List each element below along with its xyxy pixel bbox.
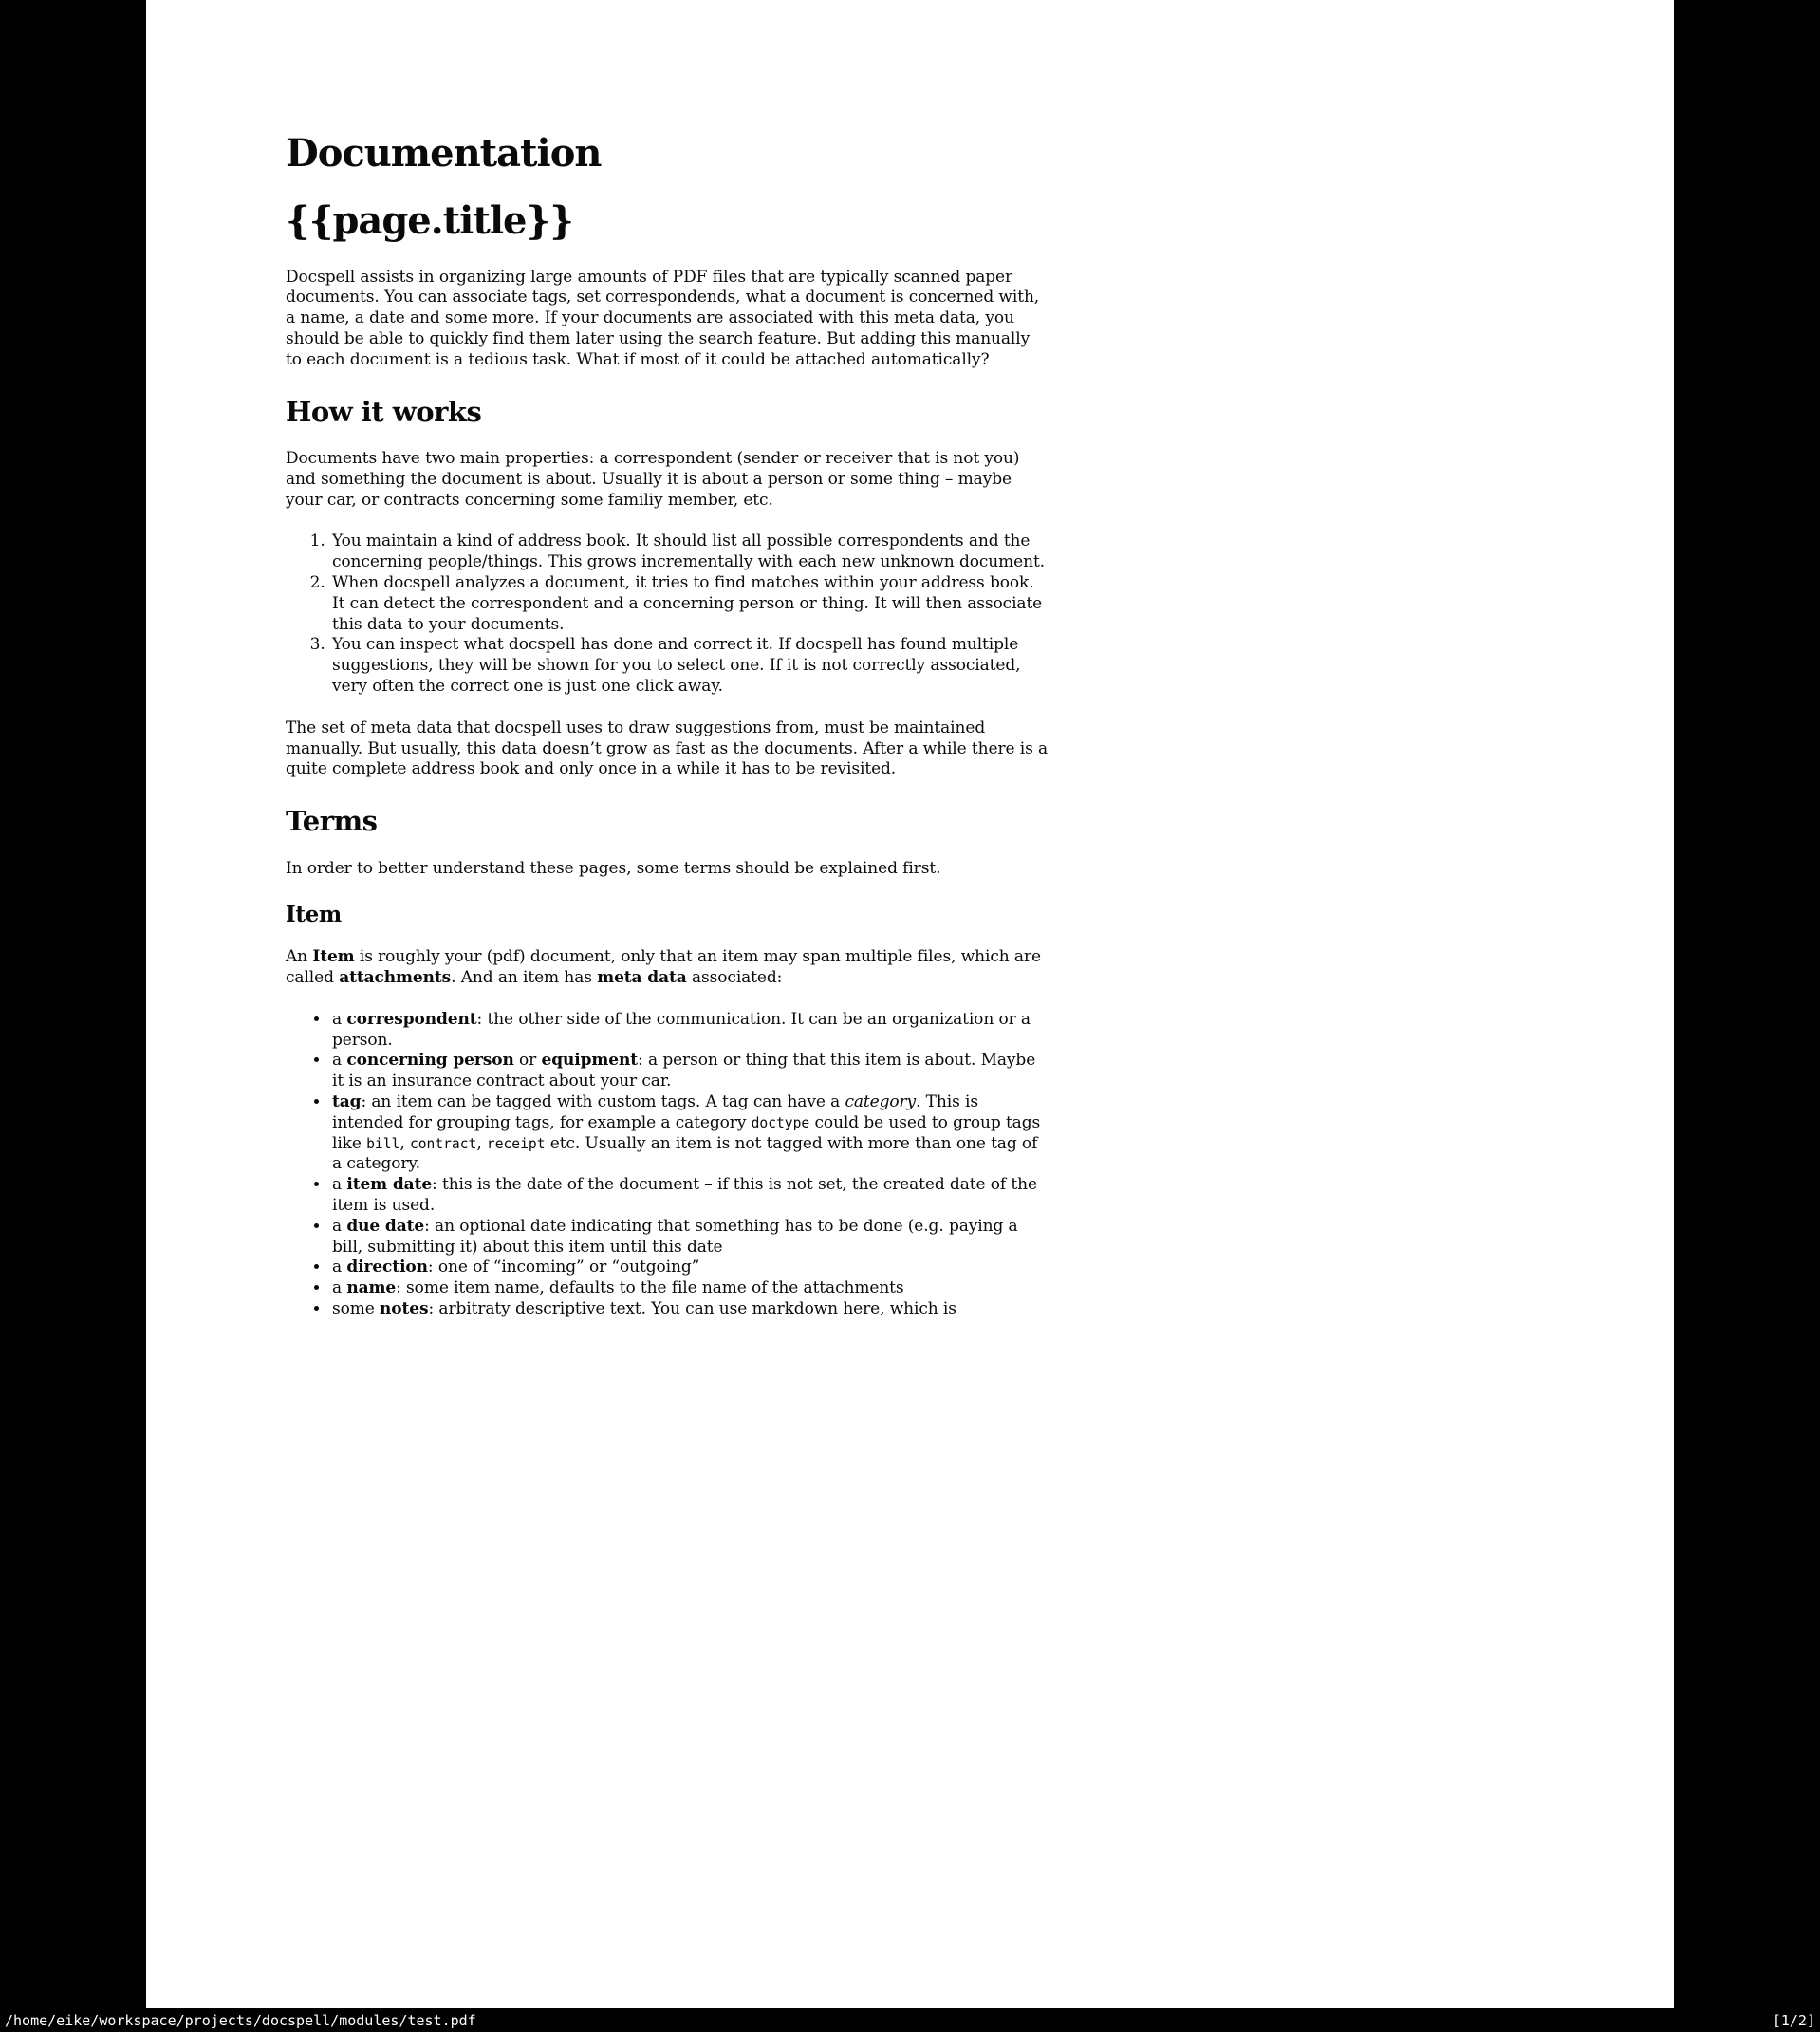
text-run: : arbitraty descriptive text. You can use markdown here, which is [428,1298,956,1318]
text-run: Item [312,947,355,967]
text-run: : an optional date indicating that something has to be done (e.g. paying a bill, submitting it) about this item until this date [332,1216,1018,1257]
list-item [330,635,1049,697]
text-run: : the other side of the communication. It can be an organization or a person. [332,1009,1031,1050]
list-item [330,1175,1049,1217]
list-item [330,1051,1049,1092]
text-run: is roughly your (pdf) document, only that an item may span multiple files, which are called [286,947,1041,988]
text-run: item date [346,1175,433,1195]
text-run: You maintain a kind of address book. It should list all possible correspondents and the concerning people/things. This grows incrementally with each new unknown document. [332,531,1045,572]
text-run: Documentation [286,131,602,176]
ordered-list [286,531,1049,697]
bullet-list [286,1010,1049,1320]
paragraph [286,268,1049,371]
text-run: a [332,1051,347,1071]
text-run: You can inspect what docspell has done and correct it. If docspell has found multiple suggestions, they will be shown for you to select one. If it is not correctly associated, very often the correct one is just one click away. [332,635,1021,697]
list-item [330,1010,1049,1052]
heading-2 [286,397,1049,427]
heading-3 [286,903,1049,927]
paragraph [286,449,1049,511]
text-run: Terms [286,805,378,838]
text-run: Documents have two main properties: a correspondent (sender or receiver that is not you) and something the document is about. Usually it is about a person or some thing – maybe your car, or contracts concerning some familiy member, etc. [286,449,1020,510]
text-run: : one of “incoming” or “outgoing” [427,1258,700,1277]
statusbar-page-indicator: [1/2] [1772,2011,1815,2029]
list-item [330,573,1049,635]
text-run: . And an item has [451,968,598,988]
text-run: , [476,1133,487,1153]
list-item [330,1092,1049,1175]
paragraph [286,947,1049,989]
text-run: correspondent [346,1009,477,1029]
inline-code: contract [409,1135,477,1152]
heading-1 [286,133,1049,176]
list-item [330,1258,1049,1278]
heading-2 [286,806,1049,836]
inline-code: receipt [486,1135,546,1152]
text-run: could be used to group tags like [332,1112,1041,1153]
paragraph [286,859,1049,880]
text-run: a [332,1278,347,1298]
text-run: a [332,1216,347,1236]
heading-1 [286,197,1049,243]
text-run: An [286,947,313,967]
text-run: a [332,1175,347,1195]
text-run: equipment [541,1051,639,1071]
document-content [286,0,1049,1341]
text-run: some [332,1298,381,1318]
text-run: : an item can be tagged with custom tags. A tag can have a [361,1092,845,1111]
text-run: Item [286,902,342,928]
list-item [330,1217,1049,1258]
text-run: etc. Usually an item is not tagged with more than one tag of a category. [332,1133,1038,1174]
text-run: name [346,1278,397,1298]
text-run: meta data [597,968,687,988]
text-run: , [399,1133,410,1153]
text-run: or [513,1051,542,1071]
paragraph [286,718,1049,780]
text-run: : a person or thing that this item is about. Maybe it is an insurance contract about your car. [332,1051,1036,1091]
text-run: due date [346,1216,425,1236]
list-item [330,1278,1049,1299]
text-run: direction [346,1258,428,1277]
inline-code: doctype [751,1114,810,1131]
statusbar-file-path: /home/eike/workspace/projects/docspell/modules/test.pdf [5,2011,476,2029]
pdf-page[interactable] [146,0,1674,2008]
text-run: In order to better understand these pages, some terms should be explained first. [286,858,941,878]
text-run: . This is intended for grouping tags, for example a category [332,1092,978,1132]
text-run: The set of meta data that docspell uses to draw suggestions from, must be maintained manually. But usually, this data doesn’t grow as fast as the documents. After a while there is a quite complete address book and only once in a while it has to be revisited. [286,718,1049,779]
text-run: a [332,1258,347,1277]
text-run: When docspell analyzes a document, it tries to find matches within your address book. It can detect the correspondent and a concerning person or thing. It will then associate this data to your documents. [332,573,1043,634]
text-run: attachments [339,968,452,988]
list-item [330,531,1049,573]
text-run: notes [380,1298,429,1318]
text-run: : this is the date of the document – if this is not set, the created date of the item is used. [332,1175,1037,1215]
text-run: associated: [686,968,783,988]
text-run: How it works [286,395,482,428]
text-run: a [332,1009,347,1029]
inline-code: bill [366,1135,400,1152]
text-run: tag [332,1092,362,1111]
list-item [330,1299,1049,1320]
text-run: category [845,1092,917,1111]
statusbar [0,2008,1820,2032]
text-run: {{page.title}} [286,197,573,243]
text-run: Docspell assists in organizing large amounts of PDF files that are typically scanned paper documents. You can associate tags, set correspondends, what a document is concerned with, a name, a date and some more. If your documents are associated with this meta data, you should be able to quickly find them later using the search feature. But adding this manually to each document is a tedious task. What if most of it could be attached automatically? [286,267,1040,369]
text-run: : some item name, defaults to the file name of the attachments [396,1278,904,1298]
text-run: concerning person [346,1051,514,1071]
